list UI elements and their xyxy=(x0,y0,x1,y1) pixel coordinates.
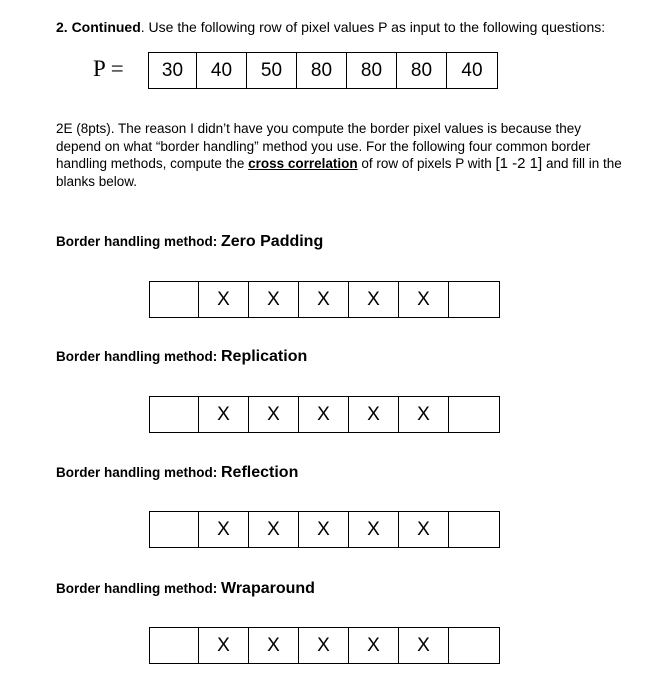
question-part1: 2E (8pts). The reason I didn’t have you compute the border pixel values is because they depend on what “border handling” method you use. For the following four common border handling methods, compute the xyxy=(56,121,591,171)
answer-row-wraparound xyxy=(149,627,500,664)
method-name: Zero Padding xyxy=(221,233,324,250)
answer-cell: X xyxy=(299,512,349,547)
method-prefix: Border handling method: xyxy=(56,581,221,596)
answer-blank[interactable] xyxy=(449,282,499,317)
answer-row-reflection xyxy=(149,511,500,548)
answer-cell: X xyxy=(349,282,399,317)
answer-cell: X xyxy=(249,512,299,547)
answer-cell: X xyxy=(199,397,249,432)
answer-blank[interactable] xyxy=(150,512,199,547)
pixel-value-cell: 30 xyxy=(149,53,197,88)
cross-correlation-term: cross correlation xyxy=(248,156,358,171)
kernel-vector: [1 -2 1] xyxy=(495,155,543,172)
answer-blank[interactable] xyxy=(150,397,199,432)
answer-cell: X xyxy=(349,397,399,432)
pixel-value-cell: 40 xyxy=(461,59,483,81)
answer-blank[interactable] xyxy=(150,282,199,317)
answer-blank[interactable] xyxy=(449,628,499,663)
method-label-reflection xyxy=(56,464,298,482)
answer-row-replication xyxy=(149,396,500,433)
answer-blank[interactable] xyxy=(449,512,499,547)
question-part3: and fill in the blanks below. xyxy=(56,156,622,189)
method-name: Reflection xyxy=(221,464,299,481)
pixel-value-cell: 80 xyxy=(397,53,447,88)
answer-cell: X xyxy=(299,282,349,317)
header-text: . Use the following row of pixel values P as input to the following questions: xyxy=(140,19,606,35)
answer-cell: X xyxy=(399,512,449,547)
method-label-replication xyxy=(56,348,307,366)
answer-cell: X xyxy=(199,628,249,663)
answer-cell: X xyxy=(349,628,399,663)
method-label-zero-padding xyxy=(56,233,323,251)
answer-cell: X xyxy=(399,397,449,432)
question-part2: of row of pixels P with xyxy=(357,156,496,171)
pixel-row-label: P = xyxy=(93,56,124,81)
answer-cell: X xyxy=(249,282,299,317)
pixel-value-cell: 50 xyxy=(247,53,297,88)
answer-cell: X xyxy=(349,512,399,547)
answer-cell: X xyxy=(399,628,449,663)
answer-cell: X xyxy=(249,628,299,663)
method-label-wraparound xyxy=(56,580,315,598)
method-prefix: Border handling method: xyxy=(56,465,221,480)
question-text xyxy=(56,120,626,190)
answer-cell: X xyxy=(399,282,449,317)
answer-cell: X xyxy=(299,397,349,432)
pixel-value-cell: 80 xyxy=(297,53,347,88)
method-name: Replication xyxy=(221,348,308,365)
answer-cell: X xyxy=(299,628,349,663)
answer-blank[interactable] xyxy=(150,628,199,663)
answer-cell: X xyxy=(199,282,249,317)
answer-row-zero-padding xyxy=(149,281,500,318)
method-prefix: Border handling method: xyxy=(56,234,221,249)
answer-blank[interactable] xyxy=(449,397,499,432)
pixel-value-cell: 40 xyxy=(197,53,247,88)
question-number: 2. Continued xyxy=(56,19,141,35)
method-prefix: Border handling method: xyxy=(56,349,221,364)
method-name: Wraparound xyxy=(221,580,315,597)
answer-cell: X xyxy=(199,512,249,547)
pixel-value-cell: 80 xyxy=(347,53,397,88)
pixel-values-row xyxy=(148,52,498,89)
answer-cell: X xyxy=(249,397,299,432)
question-header xyxy=(56,19,605,35)
